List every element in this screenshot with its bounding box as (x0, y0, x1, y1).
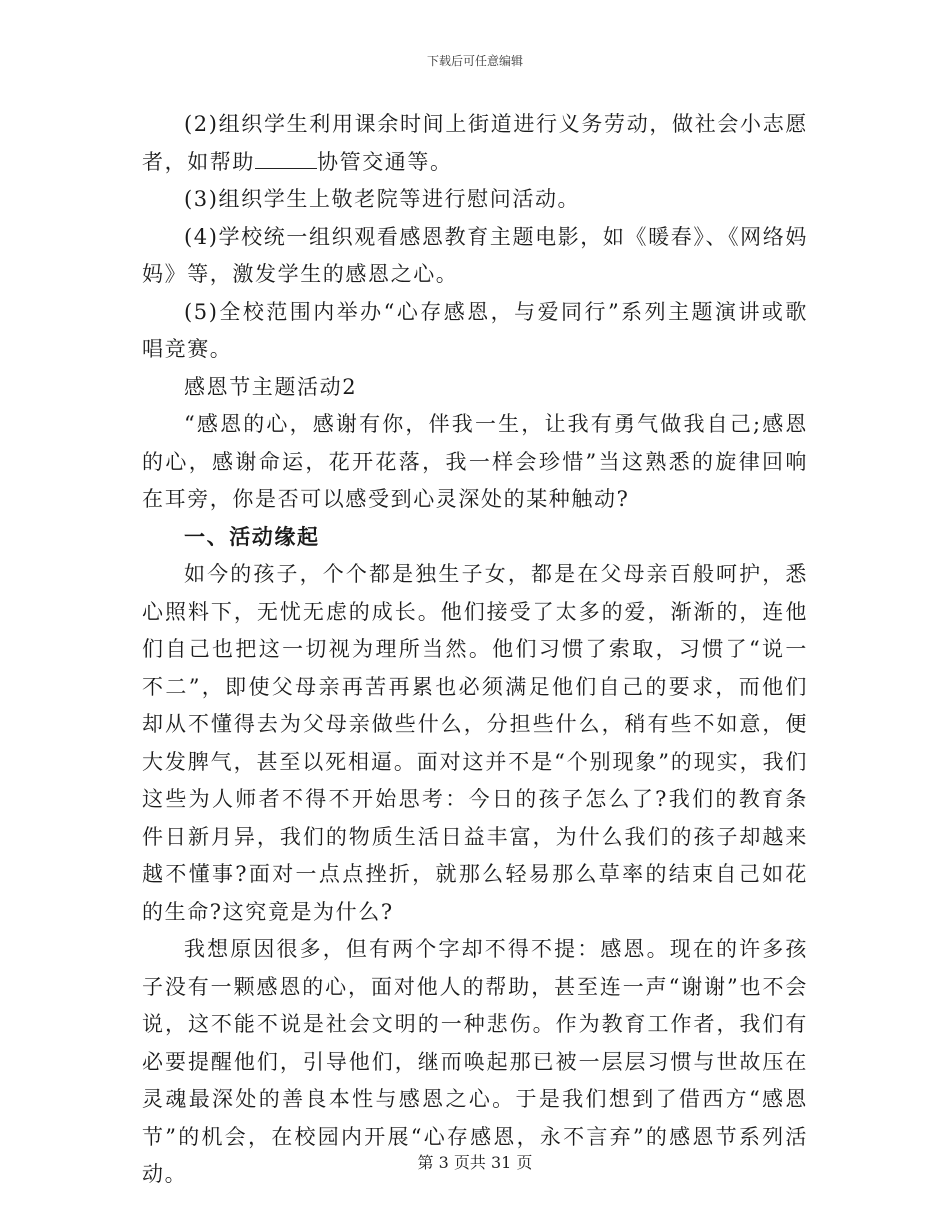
body-paragraph-1: 如今的孩子，个个都是独生子女，都是在父母亲百般呵护，悉心照料下，无忧无虑的成长。他们接受了太多的爱，渐渐的，连他们自己也把这一切视为理所当然。他们习惯了索取，习惯了“说一不二”，即使父母亲再苦再累也必须满足他们自己的要求，而他们却从不懂得去为父母亲做些什么，分担些什么，稍有些不如意，便大发脾气，甚至以死相逼。面对这并不是“个别现象”的现实，我们这些为人师者不得不开始思考：今日的孩子怎么了?我们的教育条件日新月异，我们的物质生活日益丰富，为什么我们的孩子却越来越不懂事?面对一点点挫折，就那么轻易那么草率的结束自己如花的生命?这究竟是为什么? (142, 562, 808, 924)
list-item-2-text-end: 协管交通等。 (317, 149, 453, 174)
list-item-4: (4)学校统一组织观看感恩教育主题电影，如《暖春》、《网络妈妈》等，激发学生的感恩之心。 (142, 224, 808, 286)
body-paragraph-2: 我想原因很多，但有两个字却不得不提：感恩。现在的许多孩子没有一颗感恩的心，面对他人的帮助，甚至连一声“谢谢”也不会说，这不能不说是社会文明的一种悲伤。作为教育工作者，我们有必要提醒他们，引导他们，继而唤起那已被一层层习惯与世故压在灵魂最深处的善良本性与感恩之心。于是我们想到了借西方“感恩节”的机会，在校园内开展“心存感恩，永不言弃”的感恩节系列活动。 (142, 937, 809, 1186)
fill-in-blank (255, 150, 317, 169)
page-footer: 第 3 页共 31 页 (417, 1153, 533, 1172)
heading-activity-origin: 一、活动缘起 (184, 524, 320, 549)
list-item-3: (3)组织学生上敬老院等进行慰问活动。 (184, 187, 581, 211)
list-item-2 (142, 106, 808, 181)
document-body (142, 106, 808, 1194)
section-title: 感恩节主题活动2 (184, 374, 358, 399)
list-item-2-text: (2)组织学生利用课余时间上街道进行义务劳动，做社会小志愿者，如帮助 (142, 112, 808, 174)
intro-paragraph: “感恩的心，感谢有你，伴我一生，让我有勇气做我自己;感恩的心，感谢命运，花开花落，我一样会珍惜”当这熟悉的旋律回响在耳旁，你是否可以感受到心灵深处的某种触动? (142, 412, 808, 511)
page-header: 下载后可任意编辑 (426, 54, 523, 68)
list-item-5: (5)全校范围内举办“心存感恩，与爱同行”系列主题演讲或歌唱竞赛。 (142, 299, 808, 361)
